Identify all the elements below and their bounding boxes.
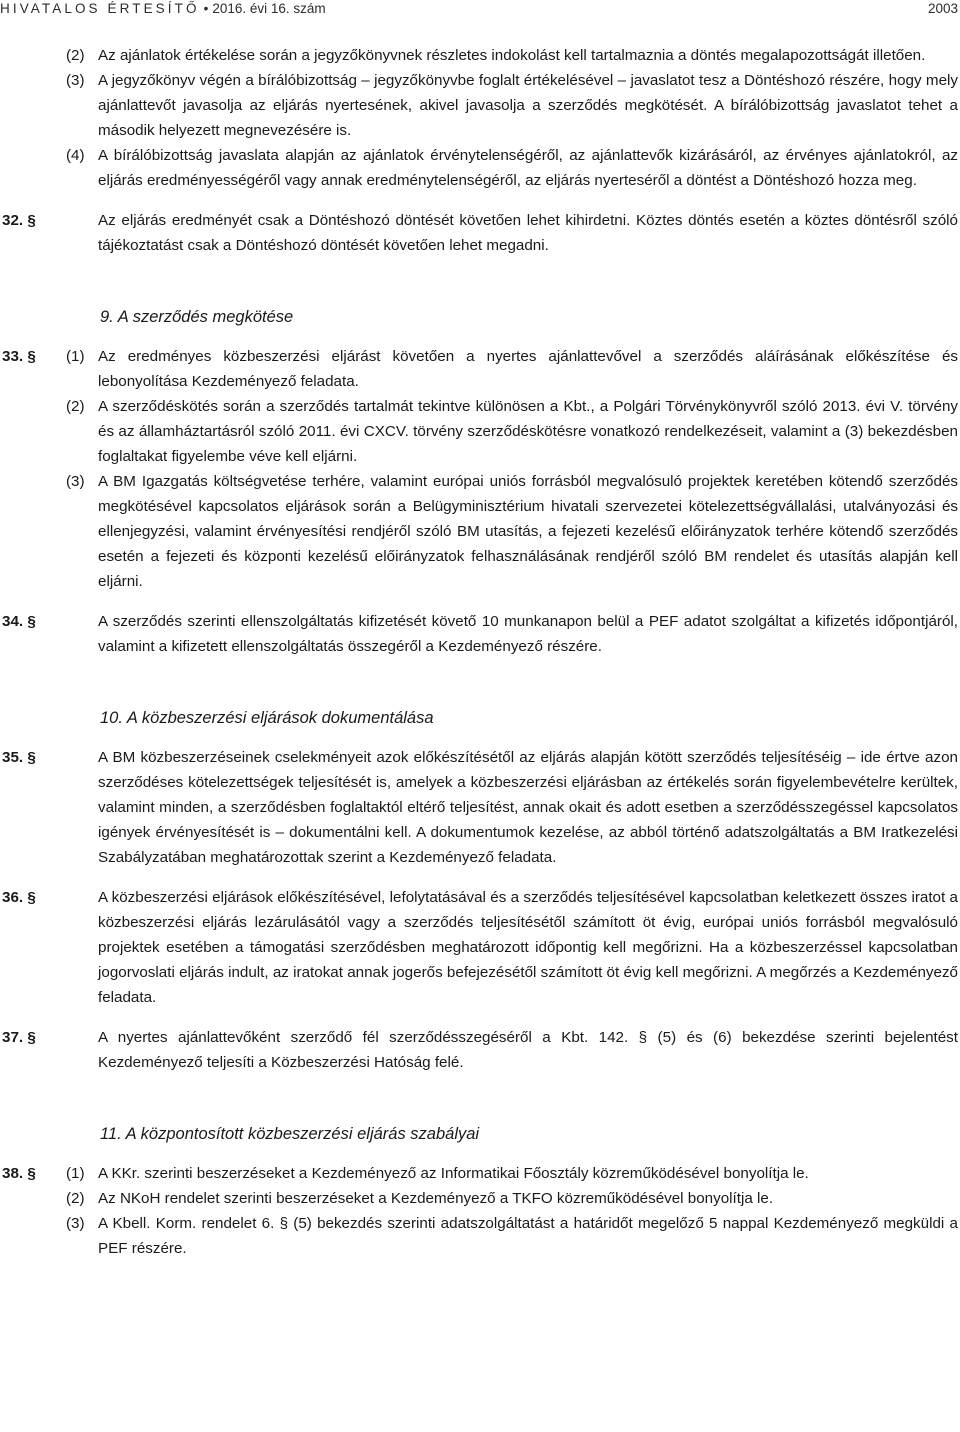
paragraph-text: A jegyzőkönyv végén a bírálóbizottság – jegyzőkönyvbe foglalt értékelésével – javaslatot tesz a Döntéshozó részére, hogy mely ajánlattevőt javasolja az eljárás nyertesének, akivel javasolja a szerződés megkötését. A bírálóbizottság javaslatot tehet a második helyezett megnevezésére is. — [98, 72, 958, 139]
paragraph-3 — [0, 469, 960, 594]
section-number: 36. § — [2, 889, 36, 906]
paragraph-2 — [0, 1186, 960, 1211]
paragraph-number: (2) — [66, 1190, 85, 1207]
paragraph-3 — [0, 1211, 960, 1261]
section-number: 34. § — [2, 613, 36, 630]
section-text: A BM közbeszerzéseinek cselekményeit azok előkészítésétől az eljárás alapján kötött szerződés teljesítéséig – ide értve azon szerződéses kötelezettségek teljesítését is, amelyek a közbeszerzési eljárásban az értékelés során figyelembevételre kerültek, valamint minden, a szerződésben foglaltaktól eltérő teljesítést, annak okait és adott esetben a szerződésszegéssel kapcsolatos igények érvényesítését is – dokumentálni kell. A dokumentumok kezelése, az abból történő adatszolgáltatás a BM Iratkezelési Szabályzatában meghatározottak szerint a Kezdeményező feladata. — [98, 749, 958, 866]
paragraph-text: Az eredményes közbeszerzési eljárást követően a nyertes ajánlattevővel a szerződés aláírásának előkészítése és lebonyolítása Kezdeményező feladata. — [98, 348, 958, 390]
section-number: 38. § — [2, 1165, 36, 1182]
paragraph-number: (1) — [66, 348, 85, 365]
paragraph-text: Az ajánlatok értékelése során a jegyzőkönyvnek részletes indokolást kell tartalmaznia a döntés megalapozottságát illetően. — [98, 47, 926, 64]
paragraph-number: (1) — [66, 1165, 85, 1182]
publication-name: HIVATALOS ÉRTESÍTŐ — [0, 1, 200, 16]
section-text: A szerződés szerinti ellenszolgáltatás kifizetését követő 10 munkanapon belül a PEF adatot szolgáltat a kifizetés időpontjáról, valamint a kifizetett ellenszolgáltatás összegéről a Kezdeményező részére. — [98, 613, 958, 655]
paragraph-number: (2) — [66, 47, 85, 64]
chapter-heading-9: 9. A szerződés megkötése — [100, 308, 294, 326]
section-text: Az eljárás eredményét csak a Döntéshozó döntését követően lehet kihirdetni. Köztes döntés esetén a köztes döntésről szóló tájékoztatást csak a Döntéshozó döntését követően lehet megadni. — [98, 212, 958, 254]
paragraph-4 — [0, 143, 960, 193]
paragraph-number: (3) — [66, 72, 85, 89]
section-33 — [0, 344, 960, 594]
section-number: 37. § — [2, 1029, 36, 1046]
page-header — [0, 0, 960, 22]
paragraph-text: A szerződéskötés során a szerződés tartalmát tekintve különösen a Kbt., a Polgári Törvénykönyvről szóló 2013. évi V. törvény és az államháztartásról szóló 2011. évi CXCV. törvény szerződéskötésre vonatkozó rendelkezéseit, valamint a (3) bekezdésben foglaltakat figyelembe véve kell eljárni. — [98, 398, 958, 465]
section-number: 32. § — [2, 212, 36, 229]
paragraph-2 — [0, 394, 960, 469]
section-36 — [0, 885, 960, 1010]
paragraph-number: (4) — [66, 147, 85, 164]
paragraph-1 — [0, 344, 960, 394]
section-35 — [0, 745, 960, 870]
section-text: A nyertes ajánlattevőként szerződő fél szerződésszegéséről a Kbt. 142. § (5) és (6) bekezdése szerinti bejelentést Kezdeményező teljesíti a Közbeszerzési Hatóság felé. — [98, 1029, 958, 1071]
paragraph-number: (2) — [66, 398, 85, 415]
section-34 — [0, 609, 960, 659]
paragraph-text: A KKr. szerinti beszerzéseket a Kezdeményező az Informatikai Főosztály közreműködésével bonyolítja le. — [98, 1165, 809, 1182]
bullet-separator: • — [203, 1, 209, 16]
document-body — [0, 43, 960, 1261]
paragraph-1 — [0, 1161, 960, 1186]
section-32 — [0, 208, 960, 258]
page-number: 2003 — [927, 1, 958, 16]
top-paragraphs — [0, 43, 960, 193]
section-37 — [0, 1025, 960, 1075]
paragraph-3 — [0, 68, 960, 143]
paragraph-2 — [0, 43, 960, 68]
paragraph-text: A bírálóbizottság javaslata alapján az ajánlatok érvénytelenségéről, az ajánlattevők kizárásáról, az érvényes ajánlatokról, az eljárás eredményességéről vagy annak eredménytelenségéről, az eljárás nyerteséről a döntést a Döntéshozó hozza meg. — [98, 147, 958, 189]
paragraph-text: A BM Igazgatás költségvetése terhére, valamint európai uniós forrásból megvalósuló projektek keretében kötendő szerződés megkötésével kapcsolatos eljárások során a Belügyminisztérium hivatali szervezetei kötelezettségvállalási, utalványozási és ellenjegyzési, valamint érvényesítési rendjéről szóló BM utasítás, a fejezeti kezelésű előirányzatok terhére kötendő szerződés esetén a fejezeti és központi kezelésű előirányzatok felhasználásának rendjéről szóló BM rendelet és utasítás alapján kell eljárni. — [98, 473, 958, 590]
section-text: A közbeszerzési eljárások előkészítésével, lefolytatásával és a szerződés teljesítésével kapcsolatban keletkezett összes iratot a közbeszerzési eljárás lezárulásától vagy a szerződés teljesítésétől számított öt évig, európai uniós forrásból megvalósuló projektek esetében a támogatási szerződésben meghatározott időpontig kell megőrizni. Ha a közbeszerzéssel kapcsolatban jogorvoslati eljárás indult, az iratokat annak jogerős befejezésétől számított öt évig kell megőrizni. A megőrzés a Kezdeményező feladata. — [98, 889, 958, 1006]
paragraph-number: (3) — [66, 473, 85, 490]
section-number: 33. § — [2, 348, 36, 365]
section-number: 35. § — [2, 749, 36, 766]
issue-label: 2016. évi 16. szám — [212, 1, 326, 16]
paragraph-text: Az NKoH rendelet szerinti beszerzéseket a Kezdeményező a TKFO közreműködésével bonyolítja le. — [98, 1190, 774, 1207]
header-left — [0, 0, 326, 18]
section-38 — [0, 1161, 960, 1261]
chapter-heading-11: 11. A központosított közbeszerzési eljárás szabályai — [100, 1125, 480, 1143]
paragraph-text: A Kbell. Korm. rendelet 6. § (5) bekezdés szerinti adatszolgáltatást a határidőt megelőző 5 nappal Kezdeményező megküldi a PEF részére. — [98, 1215, 958, 1257]
paragraph-number: (3) — [66, 1215, 85, 1232]
chapter-heading-10: 10. A közbeszerzési eljárások dokumentálása — [100, 709, 434, 727]
